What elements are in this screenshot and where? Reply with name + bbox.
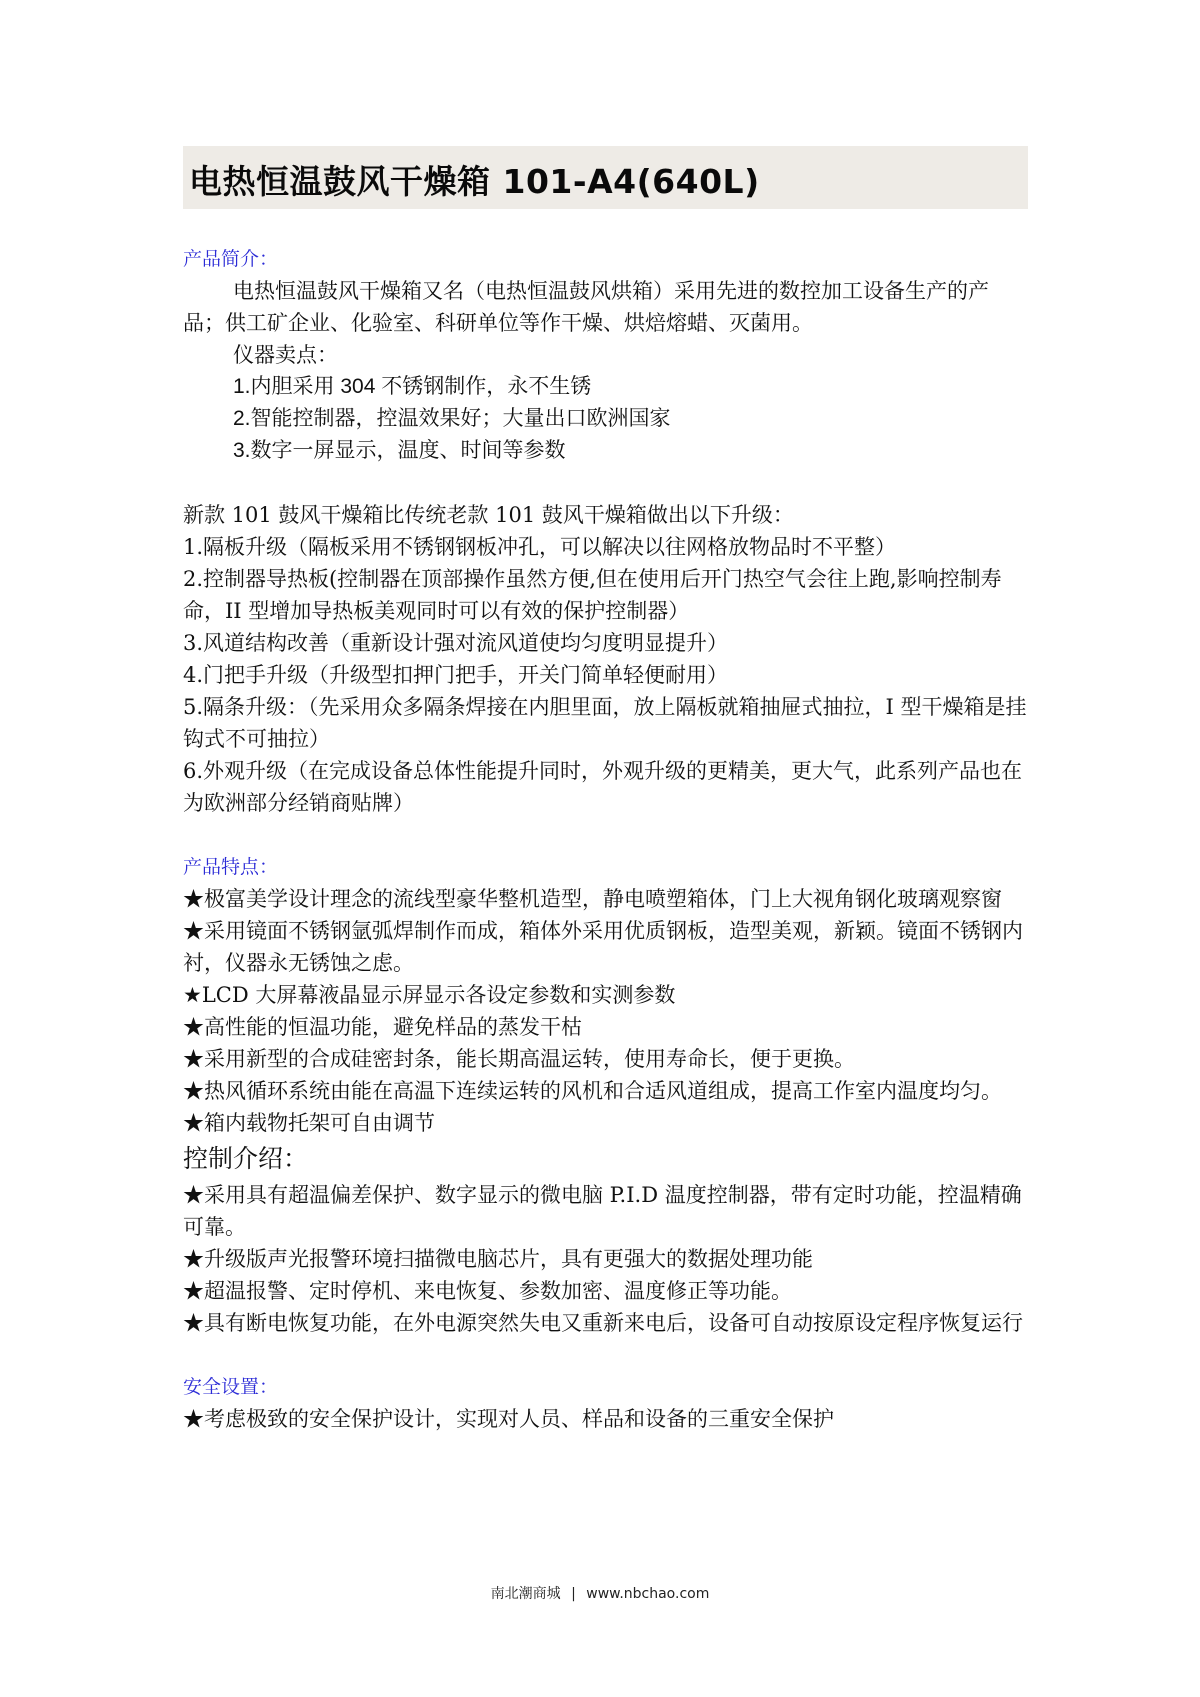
- control-item: ★升级版声光报警环境扫描微电脑芯片，具有更强大的数据处理功能: [183, 1247, 813, 1271]
- control-item: ★具有断电恢复功能，在外电源突然失电又重新来电后，设备可自动按原设定程序恢复运行: [183, 1311, 1023, 1335]
- document-body: [183, 243, 1028, 1435]
- footer-url-link[interactable]: www.nbchao.com: [586, 1586, 710, 1602]
- intro-heading: 产品简介：: [183, 248, 279, 270]
- selling-points-heading: 仪器卖点：: [233, 343, 338, 367]
- footer-separator: |: [571, 1586, 576, 1602]
- upgrade-item: 4.门把手升级（升级型扣押门把手，开关门简单轻便耐用）: [183, 663, 729, 687]
- spacer: [183, 1339, 1028, 1371]
- control-item: ★超温报警、定时停机、来电恢复、参数加密、温度修正等功能。: [183, 1279, 792, 1303]
- spacer: [183, 819, 1028, 851]
- feature-item: ★采用新型的合成硅密封条，能长期高温运转，使用寿命长，便于更换。: [183, 1047, 855, 1071]
- feature-item: ★LCD 大屏幕液晶显示屏显示各设定参数和实测参数: [183, 983, 676, 1007]
- page-footer: [0, 1583, 1200, 1603]
- selling-point-1: 1.内胆采用 304 不锈钢制作，永不生锈: [233, 375, 592, 398]
- intro-paragraph: 电热恒温鼓风干燥箱又名（电热恒温鼓风烘箱）采用先进的数控加工设备生产的产品；供工矿企业、化验室、科研单位等作干燥、烘焙熔蜡、灭菌用。: [183, 279, 989, 335]
- footer-site-name: 南北潮商城: [490, 1586, 561, 1602]
- feature-item: ★热风循环系统由能在高温下连续运转的风机和合适风道组成，提高工作室内温度均匀。: [183, 1079, 1002, 1103]
- control-item: ★采用具有超温偏差保护、数字显示的微电脑 P.I.D 温度控制器，带有定时功能，控温精确可靠。: [183, 1183, 1022, 1239]
- control-heading: 控制介绍：: [183, 1144, 309, 1173]
- features-section: [183, 851, 1028, 1139]
- safety-section: [183, 1371, 1028, 1435]
- title-bar: [183, 146, 1028, 209]
- selling-point-2: 2.智能控制器，控温效果好；大量出口欧洲国家: [233, 407, 671, 430]
- upgrades-heading: 新款 101 鼓风干燥箱比传统老款 101 鼓风干燥箱做出以下升级：: [183, 503, 794, 527]
- intro-section: [183, 243, 1028, 467]
- upgrade-item: 6.外观升级（在完成设备总体性能提升同时，外观升级的更精美，更大气，此系列产品也在为欧洲部分经销商贴牌）: [183, 759, 1023, 815]
- page-title: 电热恒温鼓风干燥箱 101-A4(640L): [189, 162, 760, 201]
- upgrade-item: 1.隔板升级（隔板采用不锈钢钢板冲孔，可以解决以往网格放物品时不平整）: [183, 535, 897, 559]
- safety-heading: 安全设置：: [183, 1376, 279, 1398]
- upgrade-item: 2.控制器导热板(控制器在顶部操作虽然方便,但在使用后开门热空气会往上跑,影响控制寿命，II 型增加导热板美观同时可以有效的保护控制器）: [183, 567, 1002, 623]
- upgrade-item: 5.隔条升级：（先采用众多隔条焊接在内胆里面，放上隔板就箱抽屉式抽拉，I 型干燥箱是挂钩式不可抽拉）: [183, 695, 1027, 751]
- feature-item: ★高性能的恒温功能，避免样品的蒸发干枯: [183, 1015, 582, 1039]
- features-heading: 产品特点：: [183, 856, 279, 878]
- feature-item: ★采用镜面不锈钢氩弧焊制作而成，箱体外采用优质钢板，造型美观，新颖。镜面不锈钢内衬，仪器永无锈蚀之虑。: [183, 919, 1023, 975]
- upgrade-item: 3.风道结构改善（重新设计强对流风道使均匀度明显提升）: [183, 631, 729, 655]
- control-section: [183, 1139, 1028, 1339]
- feature-item: ★极富美学设计理念的流线型豪华整机造型，静电喷塑箱体，门上大视角钢化玻璃观察窗: [183, 887, 1002, 911]
- spacer: [183, 467, 1028, 499]
- upgrades-section: [183, 499, 1028, 819]
- selling-point-3: 3.数字一屏显示，温度、时间等参数: [233, 439, 566, 462]
- feature-item: ★箱内载物托架可自由调节: [183, 1111, 435, 1135]
- safety-item: ★考虑极致的安全保护设计，实现对人员、样品和设备的三重安全保护: [183, 1407, 834, 1431]
